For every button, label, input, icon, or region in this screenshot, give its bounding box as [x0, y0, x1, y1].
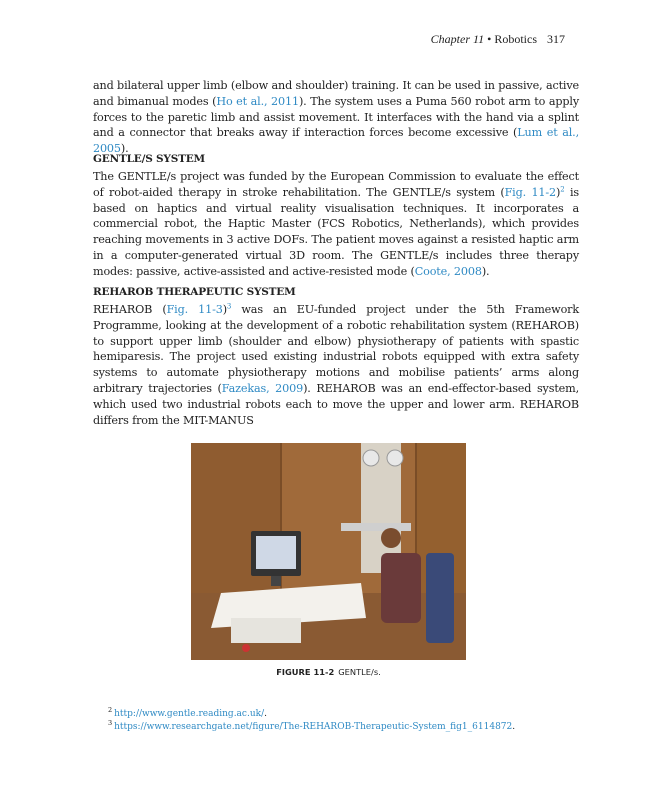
footnotes: [108, 708, 515, 733]
section-heading-gentle: GENTLE/S SYSTEM: [93, 153, 205, 165]
para1-text-b: ). The system uses a Puma 560 robot arm to apply forces to the paretic limb and assist movement. It interfaces with the hand via a splint and a connector that breaks away if interaction forces become excessive (: [93, 94, 580, 140]
gentle-text-c: is based on haptics and virtual reality visualisation techniques. It incorporates a commercial robot, the Haptic Master (FCS Robotics, Netherlands), which provides reaching movements in 3 active DOFs. The patient moves against a resisted haptic arm in a computer-generated virtual 3D room. The GENTLE/s includes three therapy modes: passive, active-assisted and active-resisted mode (: [93, 185, 579, 278]
figure-photo-gentle-s: [191, 443, 466, 660]
paragraph-gentle: [93, 169, 579, 280]
footnote-tail: .: [264, 709, 267, 719]
footnote-3: [108, 718, 516, 734]
footnote-number: 2: [108, 706, 113, 714]
para1-text-a: and bilateral upper limb (elbow and shoulder) training. It can be used in passive, active and bimanual modes (: [93, 79, 579, 108]
header-section: Robotics: [494, 32, 537, 46]
header-chapter: Chapter 11: [430, 32, 485, 46]
figure-ref-11-3[interactable]: Fig. 11-3: [166, 303, 223, 316]
footnote-number: 3: [108, 718, 113, 727]
reharob-text-d: ). REHAROB was an end-effector-based system, which used two industrial robots each to move the upper and lower arm. REHAROB differs from the MIT-MANUS: [93, 381, 580, 427]
figure-ref-11-2[interactable]: Fig. 11-2: [504, 185, 556, 199]
para1-text-c: ).: [120, 142, 129, 156]
footnote-url[interactable]: http://www.gentle.reading.ac.uk/: [114, 709, 265, 719]
photo-illustration: [191, 443, 466, 660]
citation-fazekas-2009[interactable]: Fazekas, 2009: [221, 381, 304, 395]
paragraph-intro: [93, 78, 579, 157]
citation-lum-2005[interactable]: Lum et al., 2005: [93, 126, 579, 156]
header-bullet: •: [484, 32, 495, 46]
gentle-text-d: ).: [481, 264, 490, 278]
citation-ho-2011[interactable]: Ho et al., 2011: [216, 94, 299, 108]
gentle-text-b: ): [556, 185, 561, 199]
running-header: [431, 32, 565, 47]
figure-caption-text: GENTLE/s.: [338, 667, 381, 677]
figure-label: FIGURE 11-2: [276, 667, 335, 677]
page-number: 317: [547, 32, 565, 46]
paragraph-reharob: [93, 302, 579, 428]
gentle-text-a: The GENTLE/s project was funded by the European Commission to evaluate the effect of robot-aided therapy in stroke rehabilitation. The GENTLE/s system (: [93, 170, 579, 199]
footnote-2: [108, 708, 515, 721]
footnote-tail: .: [512, 721, 516, 732]
section-heading-reharob: REHAROB THERAPEUTIC SYSTEM: [93, 286, 296, 298]
reharob-text-c: was an EU-funded project under the 5th Framework Programme, looking at the development of a robotic rehabilitation system (REHAROB) to support upper limb (shoulder and elbow) physiotherapy of patients with spastic hemiparesis. The project used existing industrial robots equipped with extra safety systems to automate physiotherapy motions and mobilise patients’ arms along arbitrary trajectories (: [93, 303, 579, 395]
reharob-text-b: ): [222, 303, 227, 316]
footnote-url[interactable]: https://www.researchgate.net/figure/The-REHAROB-Therapeutic-System_fig1_6114872: [114, 721, 513, 732]
citation-coote-2008[interactable]: Coote, 2008: [414, 264, 482, 278]
footnote-ref-2[interactable]: 2: [560, 185, 565, 194]
reharob-text-a: REHAROB (: [93, 303, 167, 316]
figure-caption: [191, 667, 466, 677]
footnote-ref-3[interactable]: 3: [226, 302, 232, 311]
